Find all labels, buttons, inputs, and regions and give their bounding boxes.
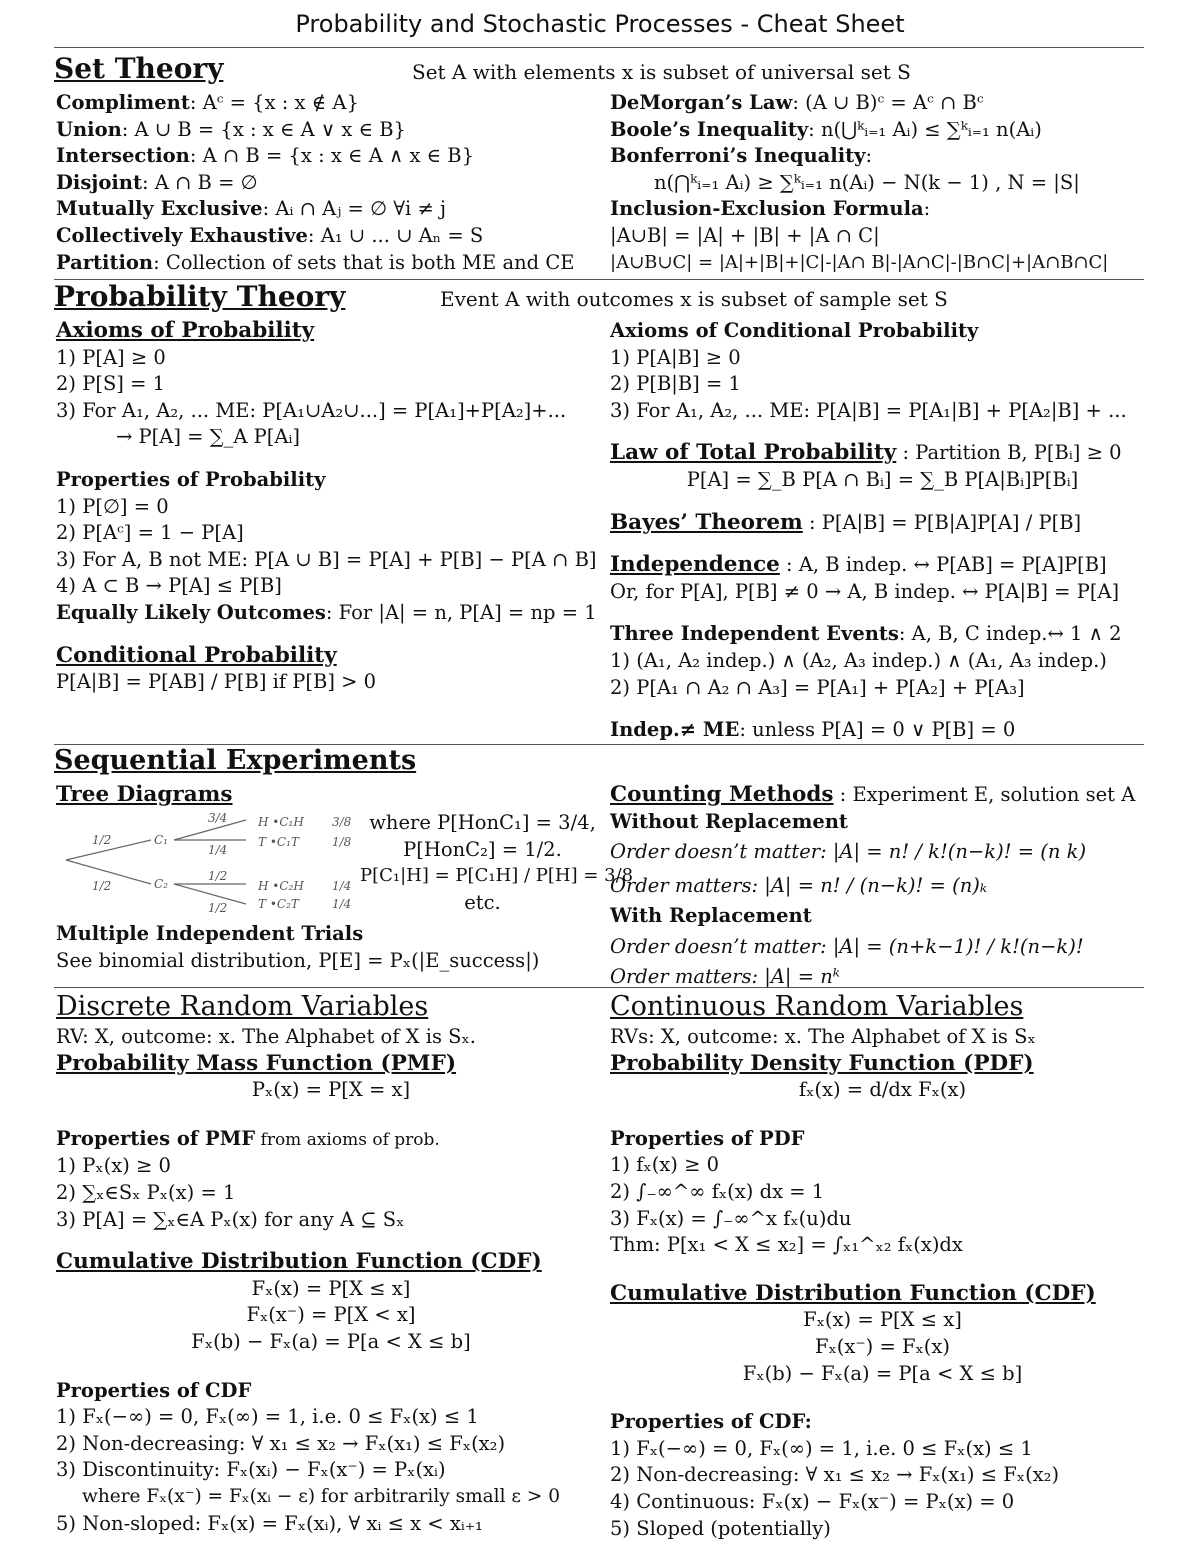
axiom-cond-3: 3) For A₁, A₂, ... ME: P[A|B] = P[A₁|B] + P[A₂|B] + ... <box>610 398 1127 422</box>
ccdf-2: Fₓ(x⁻) = Fₓ(x) <box>814 1334 951 1358</box>
dcdf-1: Fₓ(x) = P[X ≤ x] <box>251 1276 411 1300</box>
outcome-4: T •C₂T <box>258 897 299 911</box>
value-3: 1/4 <box>332 879 352 893</box>
total-probability: Law of Total Probability : Partition B, P[Bᵢ] ≥ 0 <box>610 440 1122 466</box>
dcdf-2: Fₓ(x⁻) = P[X < x] <box>246 1303 416 1327</box>
where-3: P[C₁|H] = P[C₁H] / P[H] = 3/8 <box>360 865 634 887</box>
discrete-cdf-title: Cumulative Distribution Function (CDF) <box>56 1249 542 1275</box>
p-t-c2: 1/2 <box>208 901 228 915</box>
discrete-heading: Discrete Random Variables <box>56 991 429 1022</box>
axioms-conditional-title: Axioms of Conditional Probability <box>610 319 979 342</box>
ccdf-1: Fₓ(x) = P[X ≤ x] <box>803 1308 962 1332</box>
def-disjoint: Disjoint: A ∩ B = ∅ <box>56 170 258 194</box>
axiom-3: 3) For A₁, A₂, ... ME: P[A₁∪A₂∪...] = P[A₁]+P[A₂]+... <box>56 398 567 422</box>
value-4: 1/4 <box>332 897 352 911</box>
mit-title: Multiple Independent Trials <box>56 922 364 945</box>
inclusion-exclusion: Inclusion-Exclusion Formula: <box>610 197 931 221</box>
p-t-c1: 1/4 <box>208 843 228 857</box>
sequential-heading: Sequential Experiments <box>54 745 417 776</box>
where-1: where P[HonC₁] = 3/4, <box>369 811 596 834</box>
pdf-prop-1: 1) fₓ(x) ≥ 0 <box>610 1153 720 1177</box>
axiom-3-result: → P[A] = ∑_A P[Aᵢ] <box>116 425 300 449</box>
discrete-section <box>56 990 606 1537</box>
divider <box>54 47 1144 48</box>
continuous-intro: RVs: X, outcome: x. The Alphabet of X is Sₓ <box>610 1025 1036 1048</box>
counting-title: Counting Methods : Experiment E, solution set A <box>610 782 1136 807</box>
pmf-prop-1: 1) Pₓ(x) ≥ 0 <box>56 1154 171 1178</box>
pmf-prop-3: 3) P[A] = ∑ₓ∈A Pₓ(x) for any A ⊆ Sₓ <box>56 1207 405 1231</box>
mit-text: See binomial distribution, P[E] = Pₓ(|E_success|) <box>56 948 540 972</box>
props-title: Properties of Probability <box>56 467 326 491</box>
def-compliment: Compliment: Aᶜ = {x : x ∉ A} <box>56 91 359 114</box>
axioms-title: Axioms of Probability <box>56 318 315 343</box>
probability-left <box>56 318 606 696</box>
dcdf-3: Fₓ(b) − Fₓ(a) = P[a < X ≤ b] <box>191 1329 471 1353</box>
ccprop-2: 2) Non-decreasing: ∀ x₁ ≤ x₂ → Fₓ(x₁) ≤ Fₓ(x₂) <box>610 1463 1060 1487</box>
pdf-prop-3: 3) Fₓ(x) = ∫₋∞^x fₓ(u)du <box>610 1206 852 1230</box>
p-c2: 1/2 <box>92 879 112 893</box>
counting-methods <box>610 782 1155 990</box>
def-partition: Partition: Collection of sets that is both ME and CE <box>56 250 575 274</box>
axiom-cond-2: 2) P[B|B] = 1 <box>610 372 741 396</box>
inclusion-exclusion-3: |A∪B∪C| = |A|+|B|+|C|-|A∩ B|-|A∩C|-|B∩C|+|A∩B∩C| <box>610 251 1109 273</box>
dcprop-3: 3) Discontinuity: Fₓ(xᵢ) − Fₓ(x⁻) = Pₓ(xᵢ) <box>56 1458 446 1482</box>
continuous-section <box>610 990 1155 1542</box>
bonferroni-formula: n(⋂ᵏᵢ₌₁ Aᵢ) ≥ ∑ᵏᵢ₌₁ n(Aᵢ) − N(k − 1) , N = |S| <box>654 170 1080 194</box>
probability-right <box>610 318 1155 744</box>
pdf-thm: Thm: P[x₁ < X ≤ x₂] = ∫ₓ₁^ₓ₂ fₓ(x)dx <box>610 1233 963 1257</box>
set-theory-subtitle: Set A with elements x is subset of universal set S <box>412 60 911 84</box>
ccprop-1: 1) Fₓ(−∞) = 0, Fₓ(∞) = 1, i.e. 0 ≤ Fₓ(x) ≤ 1 <box>610 1436 1033 1460</box>
three-independent: Three Independent Events: A, B, C indep.↔ 1 ∧ 2 <box>610 622 1122 646</box>
page-title: Probability and Stochastic Processes - Cheat Sheet <box>295 10 905 38</box>
with-replacement: With Replacement <box>610 904 812 928</box>
independence-2: Or, for P[A], P[B] ≠ 0 → A, B indep. ↔ P[A|B] = P[A] <box>610 579 1120 603</box>
tree-title: Tree Diagrams <box>56 782 233 807</box>
c2: C₂ <box>154 877 168 891</box>
discrete-cdf-props-title: Properties of CDF <box>56 1378 252 1402</box>
ccprop-5: 5) Sloped (potentially) <box>610 1516 831 1540</box>
tree-diagram <box>56 808 376 918</box>
def-intersection: Intersection: A ∩ B = {x : x ∈ A ∧ x ∈ B} <box>56 144 475 168</box>
ccdf-3: Fₓ(b) − Fₓ(a) = P[a < X ≤ b] <box>742 1361 1023 1385</box>
pdf-props-title: Properties of PDF <box>610 1126 805 1150</box>
set-theory-right <box>610 90 1150 276</box>
pmf-formula: Pₓ(x) = P[X = x] <box>251 1078 411 1102</box>
prop-2: 2) P[Aᶜ] = 1 − P[A] <box>56 521 244 545</box>
probability-theory-heading: Probability Theory <box>54 280 346 313</box>
pmf-props-title: Properties of PMF from axioms of prob. <box>56 1126 440 1150</box>
dcprop-1: 1) Fₓ(−∞) = 0, Fₓ(∞) = 1, i.e. 0 ≤ Fₓ(x) ≤ 1 <box>56 1405 479 1429</box>
without-replacement: Without Replacement <box>610 809 848 833</box>
bonferroni: Bonferroni’s Inequality: <box>610 144 873 168</box>
prop-1: 1) P[∅] = 0 <box>56 494 169 518</box>
conditional-title: Conditional Probability <box>56 642 337 668</box>
pmf-prop-2: 2) ∑ₓ∈Sₓ Pₓ(x) = 1 <box>56 1180 236 1204</box>
dcprop-3b: where Fₓ(x⁻) = Fₓ(xᵢ − ε) for arbitrarily small ε > 0 <box>82 1485 560 1507</box>
outcome-3: H •C₂H <box>258 879 304 893</box>
multiple-trials <box>56 921 606 974</box>
value-2: 1/8 <box>332 835 352 849</box>
pmf-title: Probability Mass Function (PMF) <box>56 1050 457 1076</box>
axiom-cond-1: 1) P[A|B] ≥ 0 <box>610 345 741 369</box>
divider <box>54 987 1144 988</box>
continuous-cdf-props-title: Properties of CDF: <box>610 1410 812 1434</box>
pdf-prop-2: 2) ∫₋∞^∞ fₓ(x) dx = 1 <box>610 1179 825 1203</box>
continuous-cdf-title: Cumulative Distribution Function (CDF) <box>610 1280 1096 1306</box>
axiom-2: 2) P[S] = 1 <box>56 372 166 396</box>
set-theory-heading: Set Theory <box>54 52 224 85</box>
three-1: 1) (A₁, A₂ indep.) ∧ (A₂, A₃ indep.) ∧ (A₁, A₃ indep.) <box>610 648 1107 672</box>
where-2: P[HonC₂] = 1/2. <box>403 837 562 861</box>
set-theory-left <box>56 90 606 276</box>
c1: C₁ <box>154 833 168 847</box>
inclusion-exclusion-2: |A∪B| = |A| + |B| + |A ∩ C| <box>610 223 880 247</box>
without-2: Order matters: |A| = n! / (n−k)! = (n)ₖ <box>610 874 987 898</box>
equally-likely: Equally Likely Outcomes: For |A| = n, P[A] = np = 1 <box>56 600 597 624</box>
total-probability-formula: P[A] = ∑_B P[A ∩ Bᵢ] = ∑_B P[A|Bᵢ]P[Bᵢ] <box>686 467 1079 491</box>
where-4: etc. <box>464 890 501 914</box>
conditional-formula: P[A|B] = P[AB] / P[B] if P[B] > 0 <box>56 670 377 694</box>
p-h-c1: 3/4 <box>208 811 228 825</box>
def-mutually-exclusive: Mutually Exclusive: Aᵢ ∩ Aⱼ = ∅ ∀i ≠ j <box>56 197 447 221</box>
tree-where <box>360 810 634 916</box>
axiom-1: 1) P[A] ≥ 0 <box>56 345 166 369</box>
demorgan: DeMorgan’s Law: (A ∪ B)ᶜ = Aᶜ ∩ Bᶜ <box>610 91 984 114</box>
p-c1: 1/2 <box>92 833 112 847</box>
dcprop-5: 5) Non-sloped: Fₓ(x) = Fₓ(xᵢ), ∀ xᵢ ≤ x < xᵢ₊₁ <box>56 1511 483 1535</box>
p-h-c2: 1/2 <box>208 869 228 883</box>
discrete-intro: RV: X, outcome: x. The Alphabet of X is Sₓ. <box>56 1025 476 1048</box>
bayes: Bayes’ Theorem : P[A|B] = P[B|A]P[A] / P[B] <box>610 509 1082 535</box>
def-union: Union: A ∪ B = {x : x ∈ A ∨ x ∈ B} <box>56 117 406 141</box>
def-collectively-exhaustive: Collectively Exhaustive: A₁ ∪ ... ∪ Aₙ = S <box>56 223 484 247</box>
value-1: 3/8 <box>332 815 352 829</box>
with-1: Order doesn’t matter: |A| = (n+k−1)! / k!(n−k)! <box>610 934 1084 958</box>
three-2: 2) P[A₁ ∩ A₂ ∩ A₃] = P[A₁] + P[A₂] + P[A₃] <box>610 675 1025 699</box>
pdf-title: Probability Density Function (PDF) <box>610 1050 1034 1076</box>
continuous-heading: Continuous Random Variables <box>610 991 1024 1022</box>
dcprop-2: 2) Non-decreasing: ∀ x₁ ≤ x₂ → Fₓ(x₁) ≤ Fₓ(x₂) <box>56 1431 506 1455</box>
indep-not-me: Indep.≠ ME: unless P[A] = 0 ∨ P[B] = 0 <box>610 718 1016 742</box>
prop-4: 4) A ⊂ B → P[A] ≤ P[B] <box>56 574 282 598</box>
ccprop-4: 4) Continuous: Fₓ(x) − Fₓ(x⁻) = Pₓ(x) = 0 <box>610 1489 1015 1513</box>
prop-3: 3) For A, B not ME: P[A ∪ B] = P[A] + P[B] − P[A ∩ B] <box>56 547 597 571</box>
pdf-formula: fₓ(x) = d/dx Fₓ(x) <box>798 1078 967 1102</box>
boole: Boole’s Inequality: n(⋃ᵏᵢ₌₁ Aᵢ) ≤ ∑ᵏᵢ₌₁ n(Aᵢ) <box>610 117 1042 141</box>
outcome-2: T •C₁T <box>258 835 299 849</box>
with-2: Order matters: |A| = nᵏ <box>610 964 840 988</box>
independence: Independence : A, B indep. ↔ P[AB] = P[A]P[B] <box>610 552 1107 578</box>
without-1: Order doesn’t matter: |A| = n! / k!(n−k)! = (n k) <box>610 840 1087 864</box>
outcome-1: H •C₁H <box>258 815 304 829</box>
probability-theory-subtitle: Event A with outcomes x is subset of sample set S <box>440 287 948 311</box>
